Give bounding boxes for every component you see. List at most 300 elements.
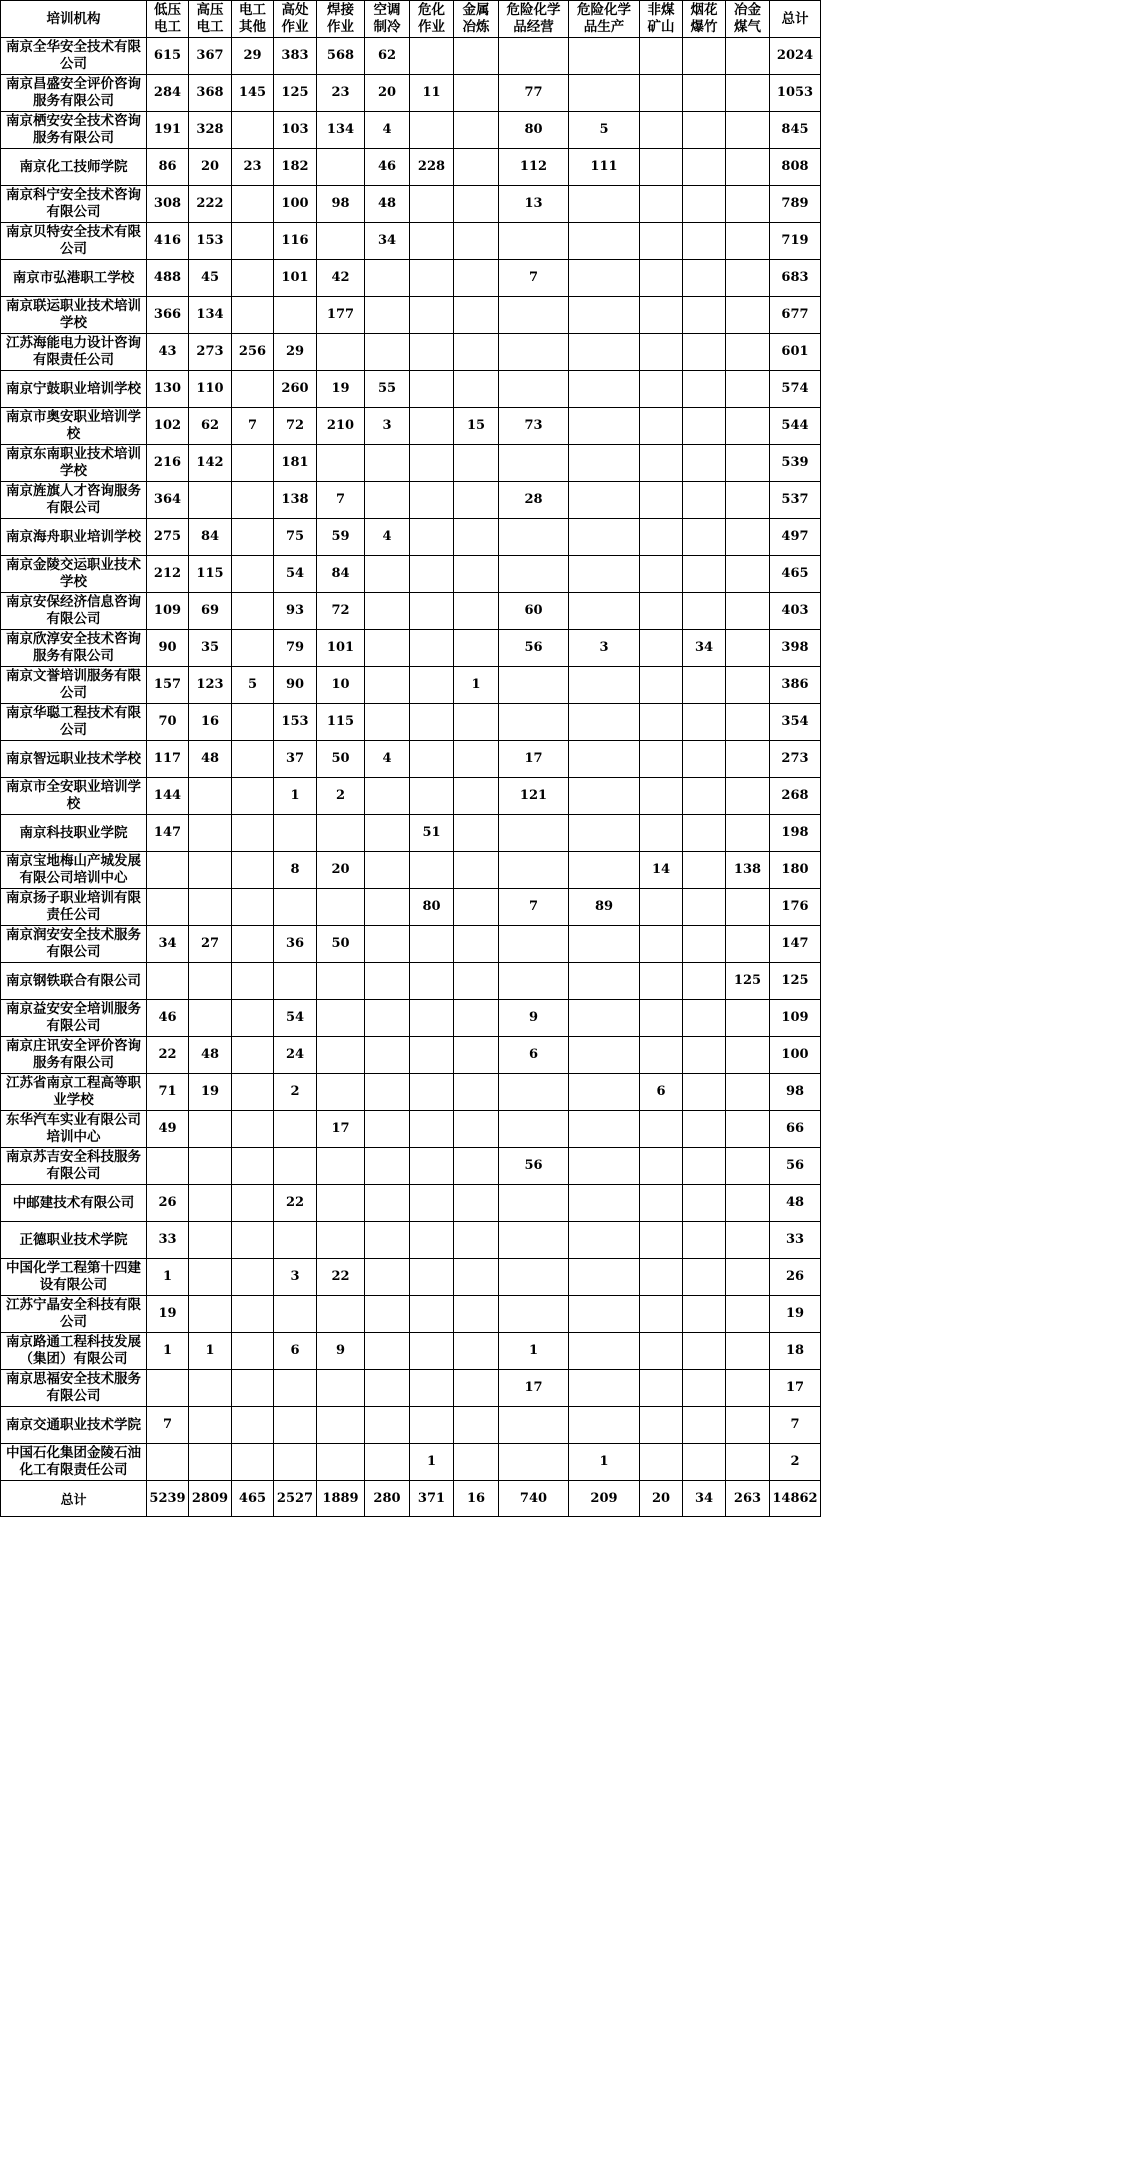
org-name-cell: 南京润安安全技术服务有限公司 [1,926,147,963]
value-cell-yj [726,186,770,223]
value-cell-gyd: 48 [189,741,232,778]
value-cell-kt [365,445,410,482]
org-name-cell: 南京贝特安全技术有限公司 [1,223,147,260]
value-cell-yh [683,75,726,112]
value-cell-yj [726,1444,770,1481]
table-row [1,1074,821,1111]
total-cell-dgqt: 465 [232,1481,274,1517]
value-cell-fm [640,704,683,741]
value-cell-total: 1053 [770,75,821,112]
value-cell-js [454,704,499,741]
value-cell-whjy [499,1111,569,1148]
value-cell-yh [683,1370,726,1407]
value-cell-dgqt: 5 [232,667,274,704]
value-cell-whjy: 121 [499,778,569,815]
value-cell-kt: 20 [365,75,410,112]
org-name-cell: 南京庄讯安全评价咨询服务有限公司 [1,1037,147,1074]
value-cell-whjy: 56 [499,630,569,667]
value-cell-gc: 125 [274,75,317,112]
org-name-cell: 东华汽车实业有限公司培训中心 [1,1111,147,1148]
value-cell-gyd: 153 [189,223,232,260]
value-cell-yh [683,741,726,778]
value-cell-whsc [569,38,640,75]
column-header-wh [410,1,454,38]
value-cell-whsc [569,260,640,297]
value-cell-js [454,926,499,963]
totals-label-cell: 总计 [1,1481,147,1517]
value-cell-dgqt [232,1222,274,1259]
column-header-fm [640,1,683,38]
value-cell-yh [683,1222,726,1259]
value-cell-hj [317,1148,365,1185]
value-cell-kt [365,260,410,297]
value-cell-yh [683,260,726,297]
table-row [1,1259,821,1296]
value-cell-fm [640,371,683,408]
value-cell-dyd: 275 [147,519,189,556]
column-header-dyd [147,1,189,38]
column-header-label: 低压 [154,2,181,18]
value-cell-gyd [189,1000,232,1037]
value-cell-dyd: 46 [147,1000,189,1037]
column-header-label: 焊接 [327,2,354,18]
value-cell-fm [640,630,683,667]
value-cell-js [454,1111,499,1148]
value-cell-yh [683,1296,726,1333]
value-cell-kt: 4 [365,519,410,556]
table-row [1,186,821,223]
value-cell-dgqt [232,1407,274,1444]
table-row [1,778,821,815]
column-header-label: 高处 [281,2,309,18]
value-cell-fm [640,1185,683,1222]
value-cell-whsc [569,963,640,1000]
column-header-label: 危化 [418,2,445,18]
value-cell-yj [726,1296,770,1333]
value-cell-dgqt [232,1037,274,1074]
value-cell-dgqt: 145 [232,75,274,112]
org-name-cell: 南京联运职业技术培训学校 [1,297,147,334]
value-cell-dgqt [232,852,274,889]
table-row [1,593,821,630]
value-cell-dyd: 70 [147,704,189,741]
value-cell-whjy [499,1296,569,1333]
org-name-cell: 正德职业技术学院 [1,1222,147,1259]
value-cell-total: 109 [770,1000,821,1037]
value-cell-gyd: 69 [189,593,232,630]
value-cell-yj [726,667,770,704]
total-cell-js: 16 [454,1481,499,1517]
value-cell-gc: 6 [274,1333,317,1370]
value-cell-gyd: 123 [189,667,232,704]
value-cell-js [454,815,499,852]
value-cell-gc: 29 [274,334,317,371]
value-cell-total: 176 [770,889,821,926]
org-name-cell: 南京科技职业学院 [1,815,147,852]
value-cell-wh [410,1074,454,1111]
column-header-yh [683,1,726,38]
total-cell-dyd: 5239 [147,1481,189,1517]
value-cell-dgqt [232,963,274,1000]
org-name-cell: 南京欣淳安全技术咨询服务有限公司 [1,630,147,667]
column-header-dgqt [232,1,274,38]
value-cell-gyd: 367 [189,38,232,75]
value-cell-gc: 182 [274,149,317,186]
value-cell-js [454,334,499,371]
value-cell-hj [317,1074,365,1111]
value-cell-whsc [569,482,640,519]
value-cell-yj [726,1111,770,1148]
value-cell-wh [410,334,454,371]
value-cell-gc: 72 [274,408,317,445]
value-cell-yj [726,334,770,371]
value-cell-whjy: 6 [499,1037,569,1074]
value-cell-total: 719 [770,223,821,260]
column-header-label: 烟花 [690,2,718,18]
value-cell-dgqt [232,371,274,408]
value-cell-yh [683,223,726,260]
value-cell-js [454,149,499,186]
value-cell-kt [365,667,410,704]
table-row [1,297,821,334]
value-cell-gc: 103 [274,112,317,149]
column-header-label: 危险化学 [577,2,631,18]
value-cell-gc: 79 [274,630,317,667]
total-cell-whsc: 209 [569,1481,640,1517]
value-cell-dgqt: 29 [232,38,274,75]
value-cell-yj [726,149,770,186]
value-cell-gyd [189,1148,232,1185]
value-cell-hj: 84 [317,556,365,593]
value-cell-hj: 59 [317,519,365,556]
value-cell-whsc [569,704,640,741]
org-name-cell: 南京昌盛安全评价咨询服务有限公司 [1,75,147,112]
table-row [1,482,821,519]
table-row [1,1407,821,1444]
value-cell-yj [726,445,770,482]
column-header-label: 非煤 [647,2,675,18]
value-cell-kt [365,1037,410,1074]
value-cell-js [454,1444,499,1481]
value-cell-yh [683,1148,726,1185]
value-cell-hj: 98 [317,186,365,223]
value-cell-yj [726,408,770,445]
value-cell-gyd: 368 [189,75,232,112]
value-cell-whsc [569,519,640,556]
value-cell-dgqt [232,741,274,778]
value-cell-whsc [569,297,640,334]
value-cell-dyd: 34 [147,926,189,963]
value-cell-js [454,852,499,889]
value-cell-fm [640,260,683,297]
value-cell-js [454,1370,499,1407]
value-cell-total: 273 [770,741,821,778]
value-cell-gc: 2 [274,1074,317,1111]
value-cell-fm [640,667,683,704]
value-cell-dyd [147,963,189,1000]
column-header-gc [274,1,317,38]
value-cell-yh [683,1333,726,1370]
value-cell-dgqt [232,593,274,630]
value-cell-gyd: 48 [189,1037,232,1074]
value-cell-yj [726,260,770,297]
value-cell-hj [317,1407,365,1444]
column-header-label: 电工 [154,19,181,35]
value-cell-js [454,482,499,519]
value-cell-wh [410,445,454,482]
value-cell-total: 789 [770,186,821,223]
value-cell-gc: 260 [274,371,317,408]
value-cell-gc [274,1444,317,1481]
value-cell-total: 98 [770,1074,821,1111]
value-cell-gc [274,1222,317,1259]
value-cell-whjy: 80 [499,112,569,149]
value-cell-dgqt [232,889,274,926]
value-cell-gc [274,889,317,926]
table-row [1,371,821,408]
value-cell-gyd [189,778,232,815]
value-cell-dgqt: 7 [232,408,274,445]
value-cell-js [454,1296,499,1333]
column-header-whjy [499,1,569,38]
value-cell-yj [726,1074,770,1111]
value-cell-hj [317,1037,365,1074]
value-cell-wh [410,704,454,741]
org-name-cell: 南京路通工程科技发展（集团）有限公司 [1,1333,147,1370]
value-cell-kt [365,1185,410,1222]
value-cell-wh [410,1370,454,1407]
value-cell-wh [410,667,454,704]
value-cell-fm [640,778,683,815]
value-cell-dyd: 488 [147,260,189,297]
column-header-label: 冶金 [734,2,761,18]
value-cell-hj: 10 [317,667,365,704]
value-cell-fm [640,334,683,371]
column-header-label: 其他 [239,19,266,35]
value-cell-gyd: 142 [189,445,232,482]
value-cell-gyd [189,889,232,926]
column-header-label: 作业 [327,19,354,35]
value-cell-whjy [499,815,569,852]
value-cell-yj [726,556,770,593]
org-name-cell: 江苏宁晶安全科技有限公司 [1,1296,147,1333]
value-cell-wh [410,1111,454,1148]
value-cell-fm [640,1444,683,1481]
value-cell-dyd: 130 [147,371,189,408]
value-cell-whsc [569,186,640,223]
value-cell-dyd: 191 [147,112,189,149]
value-cell-dgqt [232,1296,274,1333]
column-header-kt [365,1,410,38]
value-cell-hj: 19 [317,371,365,408]
value-cell-yh [683,1000,726,1037]
value-cell-js [454,963,499,1000]
value-cell-hj [317,223,365,260]
org-name-cell: 南京旌旗人才咨询服务有限公司 [1,482,147,519]
value-cell-gc: 181 [274,445,317,482]
value-cell-dgqt [232,186,274,223]
value-cell-js [454,556,499,593]
value-cell-dyd [147,1148,189,1185]
column-header-label: 品生产 [583,19,625,35]
value-cell-js: 15 [454,408,499,445]
value-cell-gyd: 20 [189,149,232,186]
column-header-label: 培训机构 [46,10,101,27]
value-cell-dyd: 33 [147,1222,189,1259]
org-name-cell: 江苏海能电力设计咨询有限责任公司 [1,334,147,371]
org-name-cell: 南京文誉培训服务有限公司 [1,667,147,704]
value-cell-gc: 54 [274,556,317,593]
value-cell-gyd: 19 [189,1074,232,1111]
value-cell-whjy: 28 [499,482,569,519]
value-cell-wh [410,186,454,223]
table-row [1,1296,821,1333]
value-cell-gc [274,1407,317,1444]
column-header-label: 品经营 [513,19,554,35]
value-cell-gyd [189,1111,232,1148]
table-row [1,741,821,778]
value-cell-hj [317,1222,365,1259]
value-cell-whjy: 9 [499,1000,569,1037]
value-cell-yh [683,519,726,556]
value-cell-whjy [499,1185,569,1222]
column-header-label: 金属 [462,2,490,18]
value-cell-yh [683,334,726,371]
value-cell-gc: 1 [274,778,317,815]
value-cell-wh [410,519,454,556]
org-name-cell: 南京钢铁联合有限公司 [1,963,147,1000]
value-cell-whjy: 60 [499,593,569,630]
table-row [1,445,821,482]
value-cell-dgqt [232,519,274,556]
value-cell-total: 33 [770,1222,821,1259]
value-cell-dyd: 216 [147,445,189,482]
value-cell-fm [640,1259,683,1296]
value-cell-hj [317,963,365,1000]
value-cell-gyd: 328 [189,112,232,149]
org-name-cell: 南京宝地梅山产城发展有限公司培训中心 [1,852,147,889]
value-cell-kt: 3 [365,408,410,445]
value-cell-fm [640,1296,683,1333]
value-cell-whjy: 13 [499,186,569,223]
value-cell-wh [410,1407,454,1444]
value-cell-whjy [499,445,569,482]
value-cell-dyd [147,1444,189,1481]
table-row [1,260,821,297]
table-row [1,334,821,371]
value-cell-whjy: 1 [499,1333,569,1370]
org-name-cell: 南京华聪工程技术有限公司 [1,704,147,741]
value-cell-total: 17 [770,1370,821,1407]
table-footer [1,1481,821,1517]
value-cell-gyd: 84 [189,519,232,556]
value-cell-yh [683,1074,726,1111]
value-cell-yh [683,667,726,704]
value-cell-yj: 125 [726,963,770,1000]
org-name-cell: 南京化工技师学院 [1,149,147,186]
value-cell-whjy [499,963,569,1000]
value-cell-whjy [499,1407,569,1444]
value-cell-total: 147 [770,926,821,963]
value-cell-wh: 51 [410,815,454,852]
value-cell-dgqt: 23 [232,149,274,186]
value-cell-kt [365,889,410,926]
value-cell-fm [640,1407,683,1444]
value-cell-dyd [147,1370,189,1407]
value-cell-wh [410,1185,454,1222]
value-cell-yj [726,482,770,519]
value-cell-kt [365,1296,410,1333]
value-cell-gc: 54 [274,1000,317,1037]
value-cell-dgqt [232,1000,274,1037]
value-cell-hj: 23 [317,75,365,112]
column-header-label: 冶炼 [462,19,490,35]
value-cell-dgqt [232,778,274,815]
value-cell-hj: 115 [317,704,365,741]
table-row [1,963,821,1000]
column-header-label: 高压 [196,2,224,18]
value-cell-whsc [569,741,640,778]
value-cell-gc: 24 [274,1037,317,1074]
value-cell-wh [410,852,454,889]
org-name-cell: 南京科宁安全技术咨询有限公司 [1,186,147,223]
value-cell-wh [410,593,454,630]
value-cell-dyd: 71 [147,1074,189,1111]
value-cell-dyd [147,852,189,889]
value-cell-whjy: 7 [499,260,569,297]
value-cell-total: 537 [770,482,821,519]
value-cell-yh [683,815,726,852]
table-row [1,1185,821,1222]
value-cell-fm [640,556,683,593]
table-row [1,630,821,667]
value-cell-whjy [499,852,569,889]
org-name-cell: 南京金陵交运职业技术学校 [1,556,147,593]
header-row [1,1,821,38]
value-cell-hj: 134 [317,112,365,149]
column-header-label: 煤气 [734,19,761,35]
value-cell-yj [726,1333,770,1370]
value-cell-fm [640,815,683,852]
table-header [1,1,821,38]
table-row [1,1037,821,1074]
value-cell-js [454,630,499,667]
table-row [1,75,821,112]
value-cell-total: 100 [770,1037,821,1074]
value-cell-dyd: 364 [147,482,189,519]
value-cell-dyd: 117 [147,741,189,778]
value-cell-gyd [189,482,232,519]
value-cell-hj: 22 [317,1259,365,1296]
value-cell-kt: 55 [365,371,410,408]
total-cell-hj: 1889 [317,1481,365,1517]
value-cell-gyd: 115 [189,556,232,593]
value-cell-dyd: 366 [147,297,189,334]
value-cell-yj [726,112,770,149]
value-cell-whsc: 3 [569,630,640,667]
value-cell-yj [726,1222,770,1259]
value-cell-total: 601 [770,334,821,371]
value-cell-dgqt [232,223,274,260]
value-cell-yj: 138 [726,852,770,889]
value-cell-total: 2 [770,1444,821,1481]
value-cell-dgqt [232,926,274,963]
value-cell-whjy [499,1074,569,1111]
table-row [1,889,821,926]
value-cell-dyd: 86 [147,149,189,186]
value-cell-yh: 34 [683,630,726,667]
value-cell-yh [683,445,726,482]
